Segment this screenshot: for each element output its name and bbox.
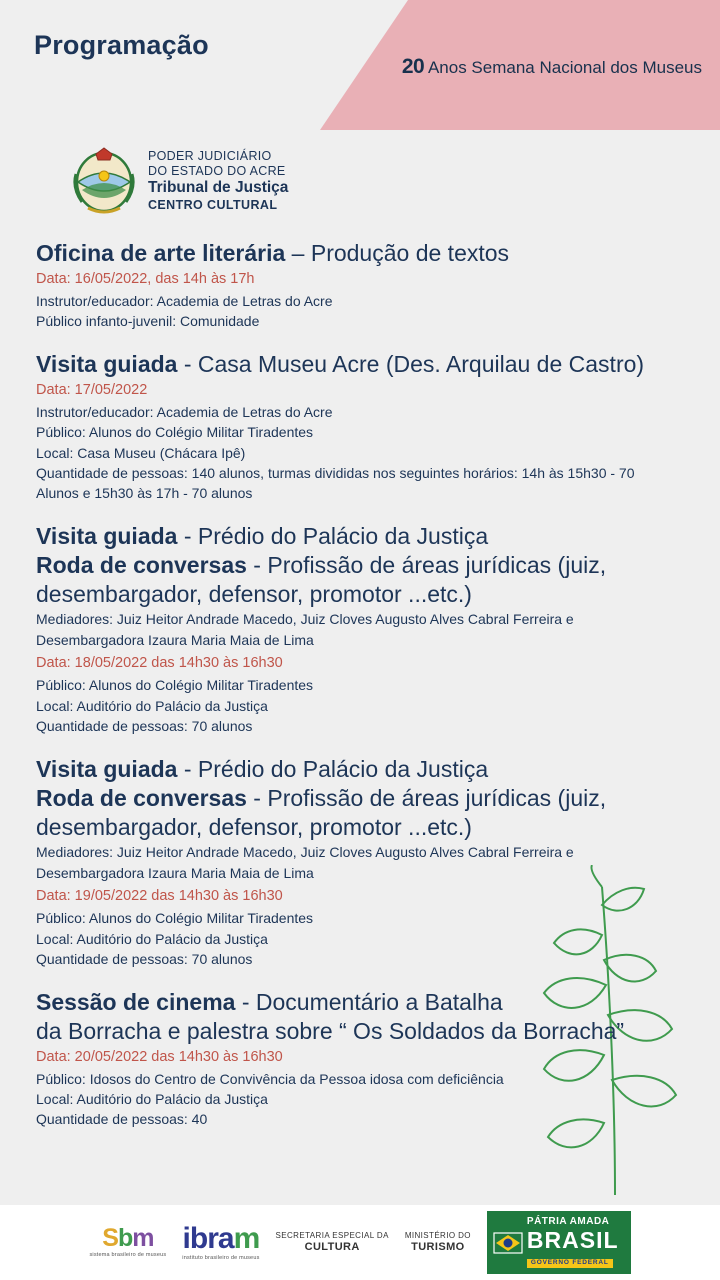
brazil-flag-icon (493, 1228, 523, 1258)
institution-line-1: PODER JUDICIÁRIO (148, 148, 272, 163)
event-subtitle-line2: desembargador, defensor, promotor ...etc.) (36, 813, 472, 840)
ibram-tagline: instituto brasileiro de museus (182, 1254, 260, 1261)
ibram-text-part1: ibra (182, 1221, 234, 1255)
event-detail: Quantidade de pessoas: 40 (36, 1111, 208, 1128)
sbm-letter-s: S (102, 1224, 118, 1253)
event-detail: Público: Alunos do Colégio Militar Tiradentes (36, 910, 314, 927)
secretaria-cultura-logo (276, 1231, 389, 1255)
event-subtitle (36, 785, 686, 812)
event-title (36, 523, 686, 550)
event-title-strong: Visita guiada (36, 756, 178, 783)
event-item (36, 240, 686, 331)
sbm-tagline: sistema brasileiro de museus (89, 1252, 167, 1259)
event-detail: Público infanto-juvenil: Comunidade (36, 312, 260, 329)
event-item (36, 523, 686, 736)
event-detail: Público: Alunos do Colégio Militar Tiradentes (36, 677, 314, 694)
page-header (0, 0, 720, 130)
sbm-logo (89, 1226, 166, 1259)
anniversary-number: 20 (401, 55, 425, 78)
event-date: Data: 17/05/2022 (36, 381, 148, 398)
event-title-light: - Prédio do Palácio da Justiça (177, 756, 489, 783)
patria-amada-text: PÁTRIA AMADA (526, 1216, 610, 1228)
institution-logo-block (72, 146, 288, 216)
event-detail: Desembargadora Izaura Maria Maia de Lima (36, 865, 314, 882)
governo-federal-logo (487, 1211, 631, 1273)
sbm-letter-b: b (117, 1224, 133, 1253)
event-title-light: - Prédio do Palácio da Justiça (177, 523, 489, 550)
event-detail: Local: Auditório do Palácio da Justiça (36, 930, 268, 947)
governo-federal-text: GOVERNO FEDERAL (527, 1259, 613, 1268)
ministerio-turismo-logo (405, 1231, 471, 1255)
event-detail: Público: Idosos do Centro de Convivência da Pessoa idosa com deficiência (36, 1070, 504, 1087)
institution-line-2: DO ESTADO DO ACRE (148, 163, 286, 178)
event-detail: Local: Casa Museu (Chácara Ipê) (36, 444, 246, 461)
ministerio-small-text: MINISTÉRIO DO (404, 1230, 471, 1240)
event-detail: Local: Auditório do Palácio da Justiça (36, 697, 268, 714)
event-title-light: – Produção de textos (285, 240, 510, 266)
sbm-letter-m: m (132, 1224, 154, 1253)
event-date: Data: 16/05/2022, das 14h às 17h (36, 270, 255, 287)
institution-text (148, 149, 288, 214)
event-title-line2: da Borracha e palestra sobre “ Os Soldados da Borracha” (36, 1017, 625, 1044)
event-detail: Desembargadora Izaura Maria Maia de Lima (36, 632, 314, 649)
sbm-wordmark (89, 1226, 166, 1251)
event-title-strong: Visita guiada (36, 523, 178, 550)
event-date: Data: 18/05/2022 das 14h30 às 16h30 (36, 655, 283, 672)
ministerio-big-text: TURISMO (411, 1240, 465, 1253)
secretaria-small-text: SECRETARIA ESPECIAL DA (275, 1230, 389, 1240)
event-date: Data: 20/05/2022 das 14h30 às 16h30 (36, 1048, 283, 1065)
event-subtitle-light: - Profissão de áreas jurídicas (juiz, (246, 785, 607, 812)
institution-line-4: CENTRO CULTURAL (148, 198, 278, 213)
event-title-strong: Sessão de cinema (36, 989, 236, 1016)
page-title: Programação (34, 30, 209, 60)
event-title (36, 756, 686, 783)
event-detail: Mediadores: Juiz Heitor Andrade Macedo, Juiz Cloves Augusto Alves Cabral Ferreira e (36, 844, 574, 861)
event-title-strong: Visita guiada (36, 351, 178, 378)
ibram-text-part2: m (233, 1221, 260, 1255)
event-detail: Quantidade de pessoas: 140 alunos, turmas divididas nos seguintes horários: 14h às 15h30 - 70 (36, 464, 635, 481)
event-detail: Mediadores: Juiz Heitor Andrade Macedo, Juiz Cloves Augusto Alves Cabral Ferreira e (36, 611, 574, 628)
event-subtitle-line2: desembargador, defensor, promotor ...etc.) (36, 580, 472, 607)
event-title (36, 240, 686, 267)
coat-of-arms-icon (72, 146, 136, 216)
event-item (36, 756, 686, 969)
event-title (36, 989, 686, 1016)
event-detail: Instrutor/educador: Academia de Letras do Acre (36, 292, 333, 309)
event-subtitle-strong: Roda de conversas (36, 785, 247, 812)
program-list (36, 240, 686, 1150)
event-subtitle-strong: Roda de conversas (36, 552, 247, 579)
event-subtitle (36, 552, 686, 579)
institution-line-3: Tribunal de Justiça (148, 179, 289, 197)
event-detail: Quantidade de pessoas: 70 alunos (36, 718, 253, 735)
event-detail: Local: Auditório do Palácio da Justiça (36, 1090, 268, 1107)
event-detail: Público: Alunos do Colégio Militar Tiradentes (36, 424, 314, 441)
anniversary-banner (402, 55, 702, 79)
event-title-strong: Oficina de arte literária (36, 240, 286, 266)
event-detail: Instrutor/educador: Academia de Letras do Acre (36, 403, 333, 420)
brasil-text: BRASIL (526, 1226, 619, 1253)
ibram-logo (182, 1221, 260, 1262)
event-date: Data: 19/05/2022 das 14h30 às 16h30 (36, 888, 283, 905)
event-title-light: - Documentário a Batalha (235, 989, 503, 1016)
secretaria-big-text: CULTURA (304, 1240, 360, 1253)
event-subtitle-light: - Profissão de áreas jurídicas (juiz, (246, 552, 607, 579)
event-item (36, 351, 686, 503)
event-title (36, 351, 686, 378)
anniversary-text: Anos Semana Nacional dos Museus (424, 58, 702, 77)
event-title-light: - Casa Museu Acre (Des. Arquilau de Castro) (177, 351, 645, 378)
event-item (36, 989, 686, 1129)
footer-logos (0, 1205, 720, 1280)
event-detail: Alunos e 15h30 às 17h - 70 alunos (36, 485, 253, 502)
ibram-wordmark (182, 1221, 260, 1255)
event-detail: Quantidade de pessoas: 70 alunos (36, 951, 253, 967)
